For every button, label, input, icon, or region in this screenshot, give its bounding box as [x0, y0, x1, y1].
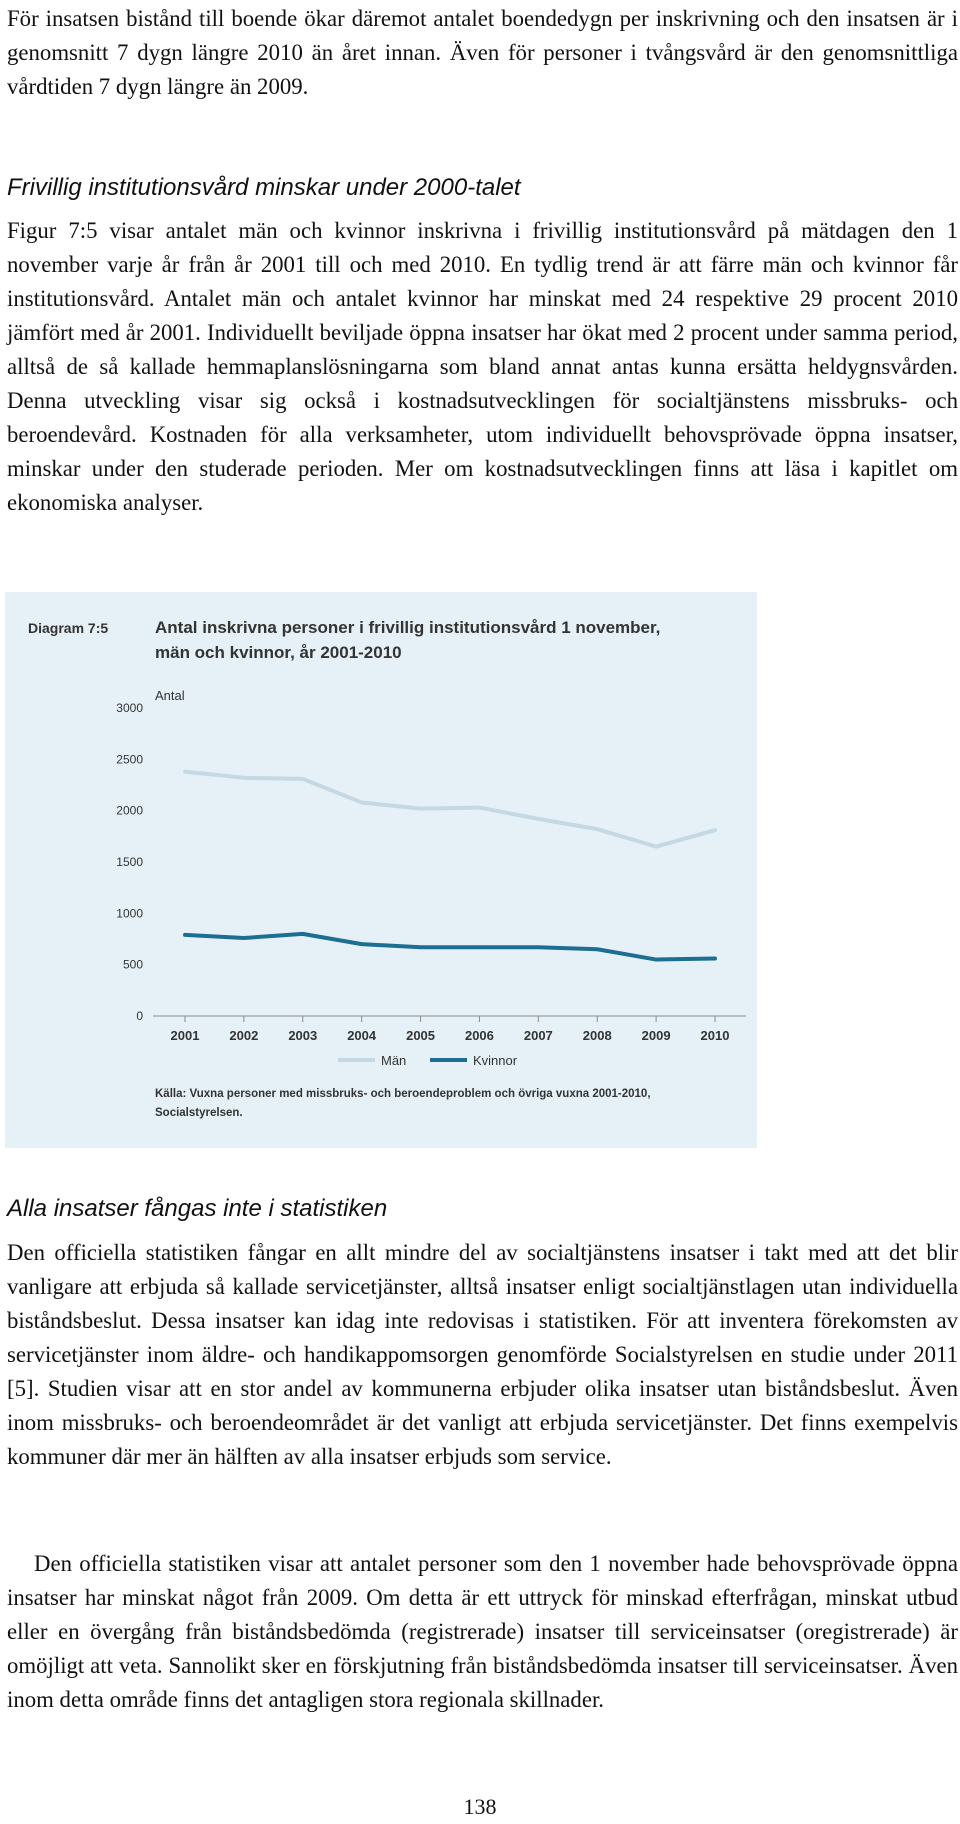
x-tick-label: 2003: [288, 1028, 318, 1043]
data-point: [655, 845, 658, 848]
data-point: [478, 946, 481, 949]
x-tick-label: 2005: [406, 1028, 436, 1043]
data-point: [242, 776, 245, 779]
x-tick-label: 2009: [641, 1028, 671, 1043]
y-tick-label: 0: [136, 1009, 143, 1023]
chart-title-line1: Antal inskrivna personer i frivillig institutionsvård 1 november,: [155, 618, 661, 637]
series-line-kvinnor: [185, 934, 715, 960]
diagram-label: Diagram 7:5: [28, 620, 109, 636]
intro-paragraph: För insatsen bistånd till boende ökar däremot antalet boendedygn per inskrivning och den insatsen är i genomsnitt 7 dygn längre 2010 än året innan. Även för personer i tvångsvård är den genomsnittliga vårdtiden 7 dygn längre än 2009.: [7, 6, 958, 99]
line-chart: [5, 592, 757, 1148]
data-point: [184, 933, 187, 936]
series-line-man: [185, 772, 715, 847]
series-lines: [184, 770, 717, 961]
legend-label-woman: Kvinnor: [473, 1053, 518, 1068]
data-point: [360, 943, 363, 946]
official-statistics-paragraph: Den officiella statistiken visar att antalet personer som den 1 november hade behovsprövade öppna insatser har minskat något från 2009. Om detta är ett uttryck för minskad efterfrågan, minskat utbud eller en övergång från biståndsbedömda (registrerade) insatser till serviceinsatser (oregistrerade) är omöjligt att veta. Sannolikt sker en förskjutning från biståndsbedömda insatser till serviceinsatser. Även inom detta område finns det antagligen stora regionala skillnader.: [7, 1551, 958, 1712]
data-point: [537, 946, 540, 949]
chart-panel: [5, 592, 757, 1148]
x-axis-ticks: [171, 1016, 730, 1043]
data-point: [537, 817, 540, 820]
y-tick-label: 2500: [116, 752, 143, 767]
chart-source-line1: Källa: Vuxna personer med missbruks- och beroendeproblem och övriga vuxna 2001-2010,: [155, 1088, 651, 1100]
data-point: [655, 958, 658, 961]
chart-title-line2: män och kvinnor, år 2001-2010: [155, 643, 402, 662]
x-tick-label: 2001: [170, 1028, 200, 1043]
data-point: [301, 777, 304, 780]
x-tick-label: 2002: [229, 1028, 259, 1043]
statistics-paragraph: Den officiella statistiken fångar en allt mindre del av socialtjänstens insatser i takt med att det blir vanligare att erbjuda så kallade servicetjänster, alltså insatser enligt socialtjänstlagen utan individuella biståndsbeslut. Dessa insatser kan idag inte redovisas i statistiken. För att inventera förekomsten av servicetjänster inom äldre- och handikappomsorgen genomförde Socialstyrelsen en studie under 2011 [5]. Studien visar att en stor andel av kommunerna erbjuder olika insatser utan biståndsbeslut. Även inom missbruks- och beroendeområdet är det vanligt att erbjuda servicetjänster. Det finns exempelvis kommuner där mer än hälften av alla insatser erbjuds som service.: [7, 1240, 958, 1469]
chart-source-line2: Socialstyrelsen.: [155, 1107, 243, 1119]
data-point: [419, 946, 422, 949]
page-number: 138: [463, 1794, 497, 1819]
figure-description-paragraph: Figur 7:5 visar antalet män och kvinnor inskrivna i frivillig institutionsvård på mätdagen den 1 november varje år från år 2001 till och med 2010. En tydlig trend är att färre män och kvinnor får institutionsvård. Antalet män och antalet kvinnor har minskat med 24 respektive 29 procent 2010 jämfört med år 2001. Individuellt beviljade öppna insatser har ökat med 2 procent under samma period, alltså de så kallade hemmaplanslösningarna som bland annat antas kunna ersätta heldygnsvården. Denna utveckling visar sig också i kostnadsutvecklingen för socialtjänstens missbruks- och beroendevård. Kostnaden för alla verksamheter, utom individuellt behovsprövade öppna insatser, minskar under den studerade perioden. Mer om kostnadsutvecklingen finns att läsa i kapitlet om ekonomiska analyser.: [7, 218, 958, 515]
y-tick-label: 3000: [116, 701, 143, 715]
data-point: [596, 828, 599, 831]
section-heading-statistics: Alla insatser fångas inte i statistiken: [7, 1195, 388, 1222]
legend: [338, 1053, 518, 1068]
y-axis-label: Antal: [155, 688, 185, 703]
x-tick-label: 2004: [347, 1028, 377, 1043]
y-tick-label: 1500: [116, 855, 143, 869]
section-heading-institutional-care: Frivillig institutionsvård minskar under 2000-talet: [7, 174, 521, 201]
x-tick-label: 2010: [700, 1028, 730, 1043]
y-axis-ticks: [116, 701, 143, 1023]
data-point: [419, 807, 422, 810]
x-tick-label: 2008: [582, 1028, 612, 1043]
legend-label-man: Män: [381, 1053, 407, 1068]
x-tick-label: 2006: [464, 1028, 494, 1043]
y-tick-label: 1000: [116, 906, 143, 921]
data-point: [596, 948, 599, 951]
data-point: [301, 932, 304, 935]
y-tick-label: 2000: [116, 803, 143, 818]
data-point: [184, 770, 187, 773]
x-tick-label: 2007: [523, 1028, 553, 1043]
data-point: [478, 806, 481, 809]
data-point: [714, 957, 717, 960]
data-point: [360, 801, 363, 804]
y-tick-label: 500: [122, 957, 143, 972]
data-point: [714, 829, 717, 832]
data-point: [242, 936, 245, 939]
